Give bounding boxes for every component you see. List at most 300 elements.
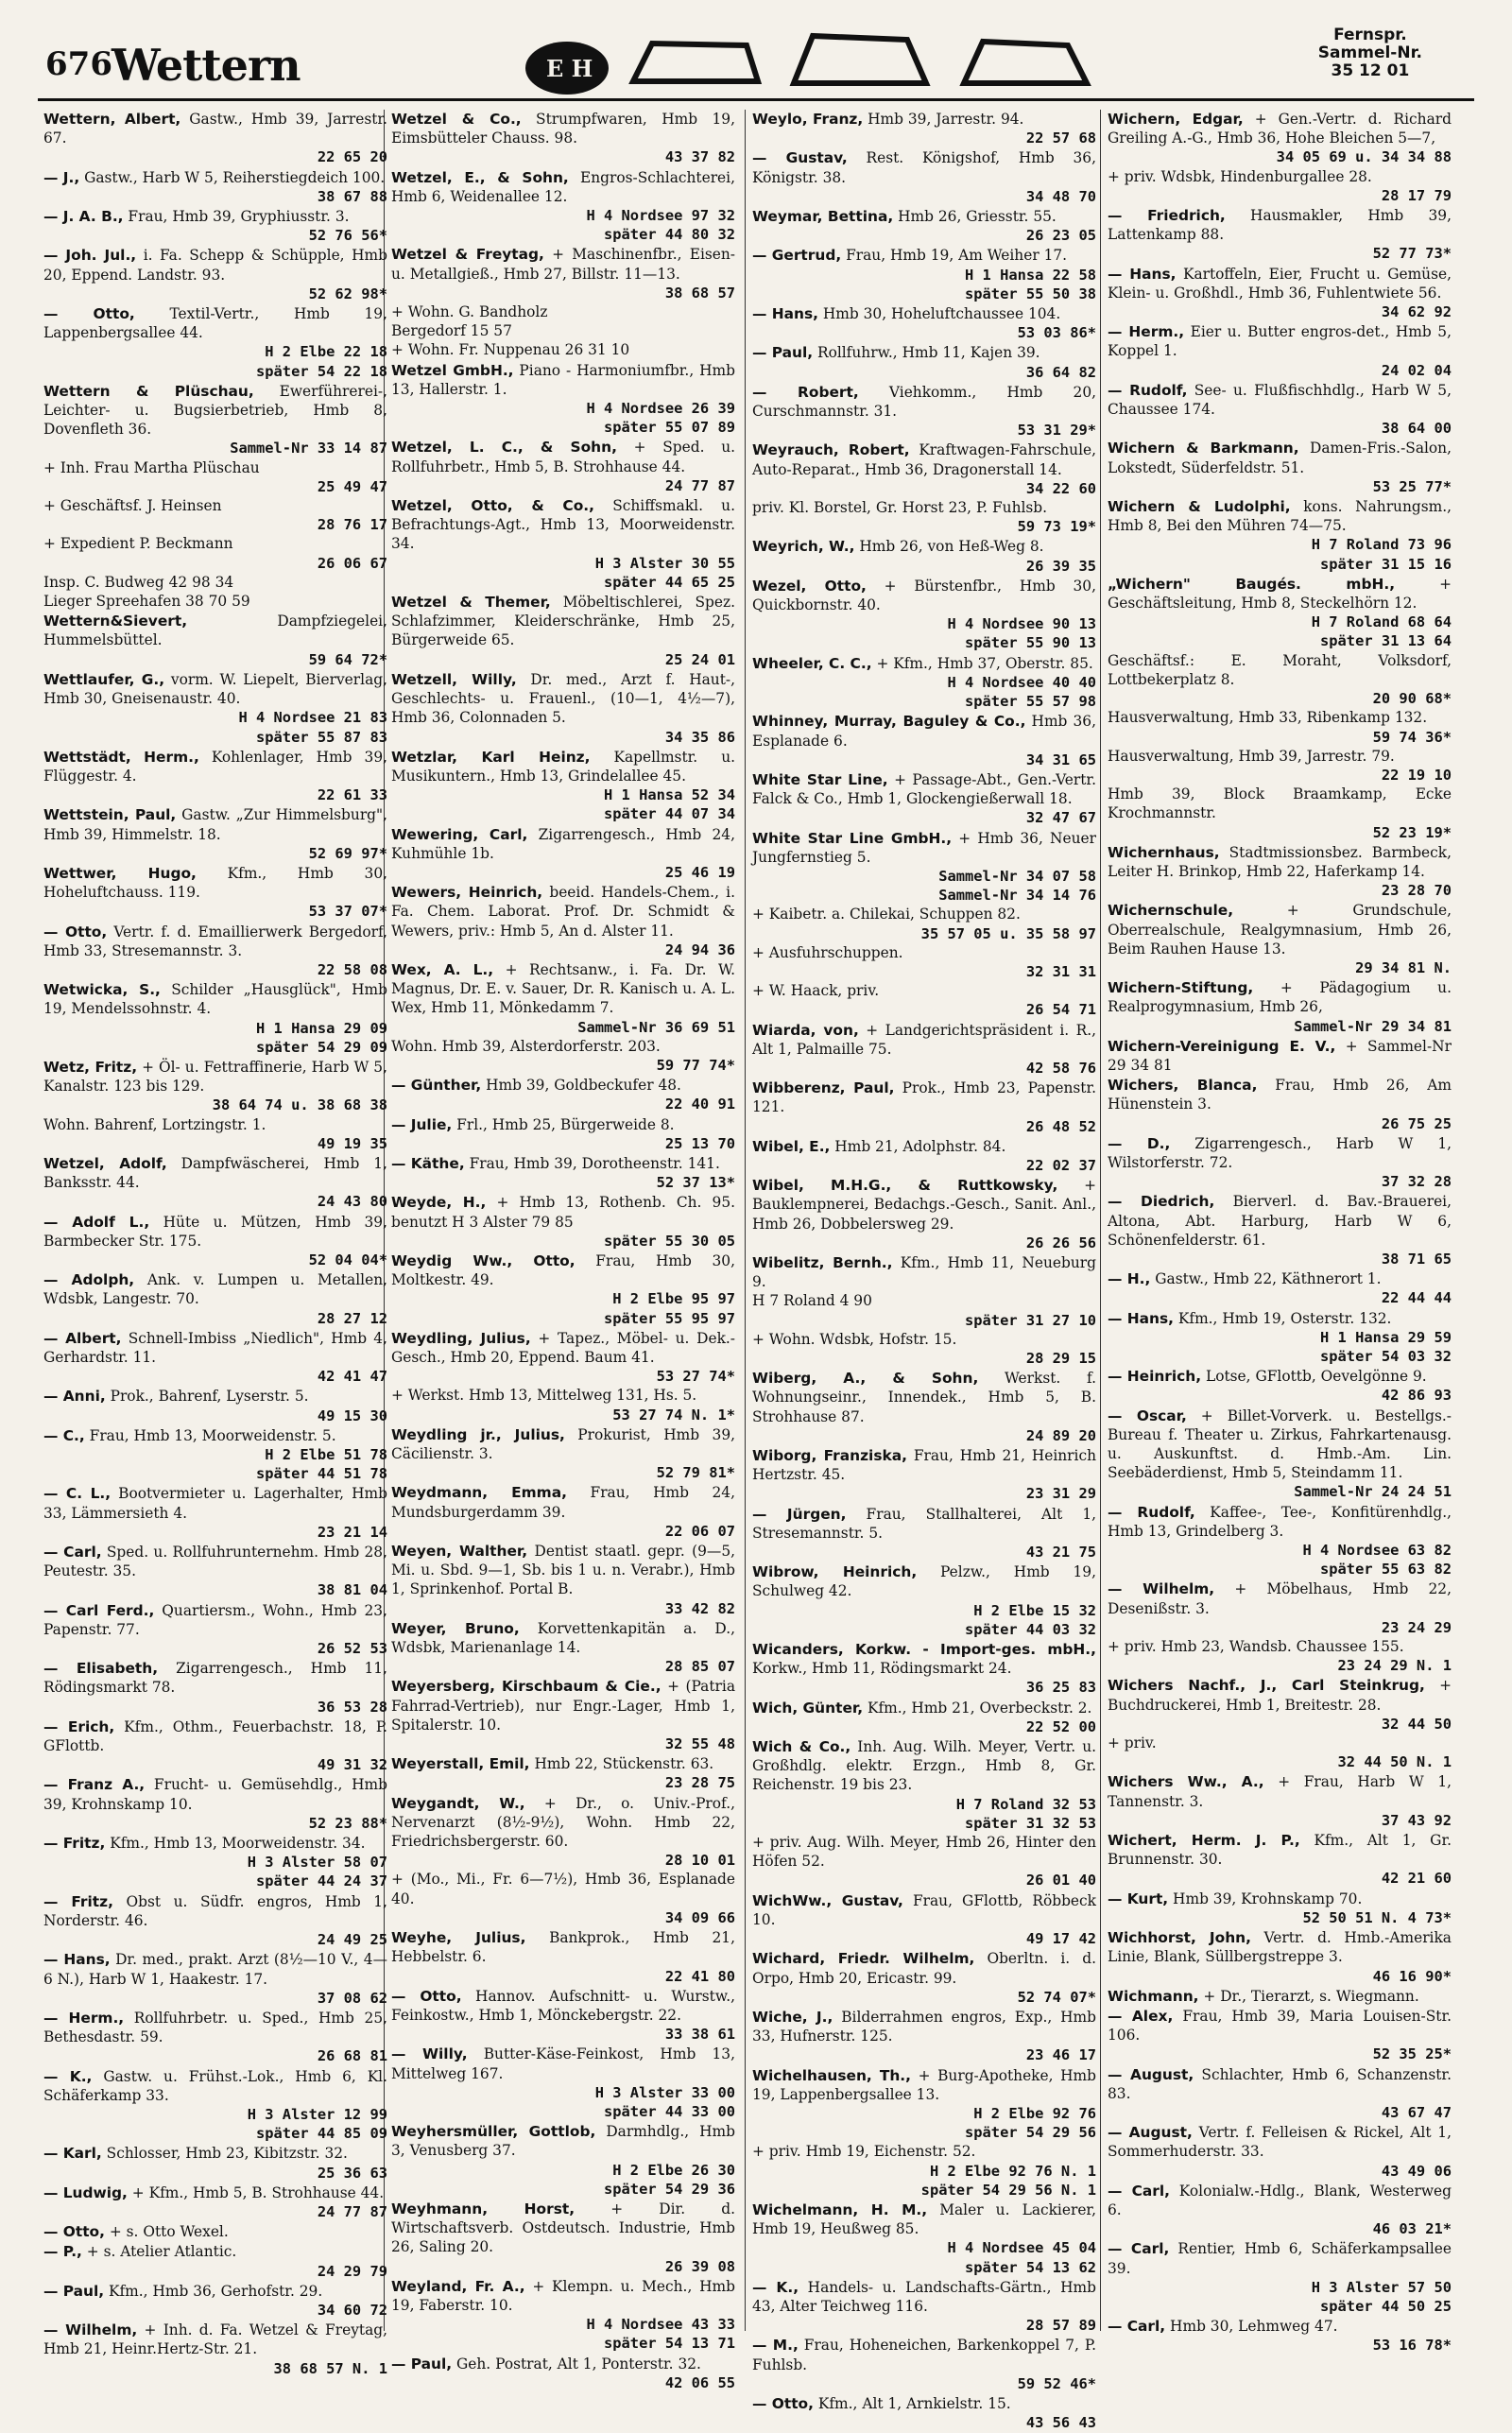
phone-number: später 54 13 62 [965, 2258, 1096, 2276]
entry-name: Wiborg, Franziska, [752, 1447, 907, 1465]
entry-name: Wetzlar, Karl Heinz, [391, 748, 591, 766]
directory-entry [43, 1950, 387, 2008]
entry-detail: Hüte u. Mützen, Hmb 39, Barmbecker Str. 175. [43, 1213, 387, 1250]
entry-detail: Kartoffeln, Eier, Frucht u. Gemüse, Klein- u. Großhdl., Hmb 36, Fuhlentwiete 56. [1108, 265, 1452, 302]
entry-detail: Kohlenlager, Hmb 39, Flüggestr. 4. [43, 748, 388, 785]
phone-number: 23 28 70 [1381, 882, 1452, 900]
entry-name: — Elisabeth, [43, 1660, 159, 1678]
directory-entry [391, 2355, 735, 2392]
directory-entry [43, 207, 387, 245]
phone-number: 52 50 51 N. 4 73* [1302, 1908, 1452, 1926]
phone-number: 42 86 93 [1381, 1387, 1452, 1405]
entry-name: Wichard, Friedr. Wilhelm, [752, 1950, 975, 1968]
phone-number: 43 56 43 [1025, 2414, 1096, 2432]
phone-number: später 54 29 09 [256, 1038, 387, 1056]
entry-name: — Otto, [752, 2394, 814, 2412]
directory-entry [43, 1892, 387, 1950]
phone-number: 25 36 63 [317, 2164, 387, 2182]
directory-entry [43, 304, 387, 381]
directory-entry [43, 2144, 387, 2182]
entry-name: — Gertrud, [752, 247, 842, 265]
phone-number: 26 52 53 [317, 1640, 387, 1658]
phone-number: 26 26 56 [1025, 1234, 1096, 1251]
phone-number: H 3 Alster 58 07 [247, 1854, 387, 1872]
directory-entry [752, 1949, 1096, 2007]
phone-number: 28 76 17 [317, 516, 387, 534]
entry-name: — Ludwig, [43, 2183, 128, 2201]
entry-name: Weyde, H., [391, 1194, 487, 1212]
directory-entry [1108, 1928, 1452, 1986]
directory-entry [43, 2009, 387, 2066]
phone-number: 34 05 69 u. 34 34 88 [1276, 148, 1452, 166]
entry-name: — Fritz, [43, 1835, 106, 1853]
phone-number: 36 64 82 [1025, 363, 1096, 381]
entry-detail: Bootvermieter u. Lagerhalter, Hmb 33, Lämmersieth 4. [43, 1485, 388, 1522]
entry-detail: Frl., Hmb 25, Bürgerweide 8. [452, 1115, 675, 1133]
entry-detail: Dr. med., prakt. Arzt (8½—10 V., 4—6 N.), Harb W 1, Haakestr. 17. [43, 1951, 387, 1988]
directory-entry [752, 712, 1096, 769]
entry-name: — Robert, [752, 383, 859, 401]
entry-name: Weymar, Bettina, [752, 208, 894, 226]
svg-text:E H: E H [546, 55, 593, 82]
entry-name: Weyer, Bruno, [391, 1619, 520, 1637]
entry-name: — Diedrich, [1108, 1193, 1215, 1211]
directory-entry [391, 2045, 735, 2121]
entry-detail: Dampfziegelei, Hummelsbüttel. [43, 613, 387, 649]
entry-name: Wheeler, C. C., [752, 654, 872, 672]
entry-detail: Kfm., Hmb 13, Moorweidenstr. 34. [105, 1835, 366, 1853]
entry-detail: Hmb 39, Jarrestr. 94. [863, 111, 1024, 128]
entry-name: Weyhersmüller, Gottlob, [391, 2123, 596, 2141]
directory-entry [43, 980, 387, 1057]
entry-detail: Prok., Bahrenf, Lyserstr. 5. [105, 1388, 309, 1406]
entry-name: — Carl, [1108, 2182, 1171, 2200]
phone-number: 42 41 47 [317, 1368, 387, 1386]
entry-detail: + Passage-Abt., Gen.-Vertr. Falck & Co., Hmb 1, Glockengießerwall 18. [752, 770, 1096, 808]
entry-name: Wewers, Heinrich, [391, 884, 543, 902]
entry-name: Wichers Nachf., J., Carl Steinkrug, [1108, 1677, 1425, 1695]
entry-name: — C., [43, 1426, 85, 1444]
directory-entry [391, 670, 735, 747]
entry-detail: Schlosser, Hmb 23, Kibitzstr. 32. [101, 2145, 348, 2163]
entry-name: Wetzel & Co., [391, 111, 522, 128]
column-1 [43, 110, 387, 2379]
entry-name: — K., [43, 2067, 93, 2085]
phone-number: 53 37 07* [308, 903, 387, 921]
directory-entry [1108, 843, 1452, 901]
directory-entry [43, 168, 387, 206]
phone-number: 38 68 57 N. 1 [273, 2359, 387, 2377]
directory-entry [43, 1154, 387, 1212]
directory-entry [752, 148, 1096, 206]
entry-name: Wichern-Stiftung, [1108, 979, 1254, 997]
column-separator [745, 110, 746, 2331]
entry-detail: Darmhdlg., Hmb 3, Venusberg 37. [391, 2123, 735, 2160]
phone-number: 22 44 44 [1381, 1289, 1452, 1307]
phone-number: 34 35 86 [664, 728, 735, 746]
page-number: 676 [45, 45, 112, 83]
phone-number: 25 46 19 [664, 863, 735, 881]
entry-detail: + Bauklempnerei, Bedachgs.-Gesch., Sanit. Anl., Hmb 26, Dobbelersweg 29. [752, 1177, 1096, 1233]
entry-name: Wetzel, E., & Sohn, [391, 168, 569, 186]
entry-detail: Zigarrengesch., Hmb 24, Kuhmühle 1b. [391, 825, 735, 862]
phone-number: 52 79 81* [656, 1464, 735, 1482]
phone-number: H 7 Roland 73 96 [1311, 536, 1452, 554]
entry-detail: Bilderrahmen engros, Exp., Hmb 33, Hufnerstr. 125. [752, 2008, 1096, 2045]
directory-entry [1108, 1269, 1452, 1307]
phone-number: 22 52 00 [1025, 1717, 1096, 1735]
directory-entry [43, 1659, 387, 1717]
phone-number: 26 01 40 [1025, 1872, 1096, 1889]
entry-detail: Kfm., Hmb 11, Neueburg 9. [752, 1253, 1096, 1291]
entry-name: — Wilhelm, [1108, 1580, 1215, 1598]
entry-name: — Hans, [752, 305, 818, 323]
phone-number: H 2 Elbe 26 30 [612, 2161, 735, 2179]
directory-entry [391, 1619, 735, 1677]
entry-name: — Paul, [43, 2282, 105, 2300]
phone-number: 35 12 01 [1331, 61, 1410, 80]
entry-detail: Frau, Hmb 13, Moorweidenstr. 5. [84, 1426, 336, 1444]
entry-detail: + Sped. u. Rollfuhrbetr., Hmb 5, B. Strohhause 44. [391, 439, 736, 475]
entry-detail: Zigarrengesch., Harb W 1, Wilstorferstr. 72. [1108, 1134, 1452, 1171]
phone-number: H 3 Alster 12 99 [247, 2105, 387, 2123]
entry-name: Wettern&Sievert, [43, 613, 188, 630]
directory-entry [391, 1329, 735, 1424]
phone-number: 52 76 56* [308, 227, 387, 245]
entry-name: — Albert, [43, 1329, 122, 1347]
directory-entry [43, 2067, 387, 2144]
entry-name: Wetzel & Freytag, [391, 246, 544, 264]
directory-entry [1108, 1503, 1452, 1579]
directory-entry [43, 1426, 387, 1484]
phone-number: 23 24 29 [1381, 1618, 1452, 1636]
entry-name: Wichern & Barkmann, [1108, 440, 1299, 457]
entry-detail: + Pädagogium u. Realprogymnasium, Hmb 26, [1108, 979, 1452, 1016]
directory-entry [43, 2183, 387, 2221]
directory-entry [43, 1601, 387, 1659]
phone-number: 37 08 62 [317, 1989, 387, 2007]
entry-name: Wetzel GmbH., [391, 361, 514, 379]
phone-label: Fernspr. [1333, 26, 1407, 44]
entry-detail: + Klempn. u. Mech., Hmb 19, Faberstr. 10. [391, 2277, 735, 2314]
directory-entry [1108, 2007, 1452, 2064]
directory-entry [752, 2336, 1096, 2393]
entry-name: Wich, Günter, [752, 1699, 864, 1717]
phone-number: 46 16 90* [1372, 1967, 1452, 1985]
entry-detail: Butter-Käse-Feinkost, Hmb 13, Mittelweg 167. [391, 2045, 735, 2082]
phone-number: 59 64 72* [308, 650, 387, 668]
entry-detail: Frau, Hmb 39, Gryphiusstr. 3. [123, 208, 350, 226]
entry-detail: + Inh. d. Fa. Wetzel & Freytag, Hmb 21, Heinr.Hertz-Str. 21. [43, 2321, 387, 2358]
entry-detail: Zigarrengesch., Hmb 11, Rödingsmarkt 78. [43, 1660, 387, 1697]
entry-name: Wetzel, L. C., & Sohn, [391, 439, 617, 457]
entry-detail: Hmb 26, Griesstr. 55. [893, 208, 1057, 226]
entry-detail: Damen-Fris.-Salon, Lokstedt, Süderfeldstr. 51. [1108, 440, 1452, 476]
entry-name: Weyrauch, Robert, [752, 441, 910, 459]
entry-detail: + Öl- u. Fettraffinerie, Harb W 5, Kanalstr. 123 bis 129. [43, 1058, 387, 1096]
phone-number: H 1 Hansa 22 58 [965, 266, 1096, 284]
directory-entry [43, 1775, 387, 1833]
directory-entry [752, 2394, 1096, 2432]
directory-entry [752, 1137, 1096, 1175]
phone-number: 28 57 89 [1025, 2317, 1096, 2335]
entry-detail: Hausverwaltung, Hmb 33, Ribenkamp 132. [1108, 709, 1428, 727]
entry-name: — Willy, [391, 2045, 468, 2063]
phone-number: 53 31 29* [1017, 422, 1096, 440]
directory-entry [391, 245, 735, 359]
directory-entry [752, 2200, 1096, 2277]
entry-detail: Kfm., Hmb 19, Osterstr. 132. [1173, 1309, 1392, 1327]
entry-name: Weygandt, W., [391, 1794, 525, 1812]
entry-name: Weydmann, Emma, [391, 1484, 567, 1502]
phone-number: 22 61 33 [317, 786, 387, 804]
phone-number: Sammel-Nr 36 69 51 [577, 1018, 735, 1036]
phone-number: 23 28 75 [664, 1774, 735, 1792]
directory-entry [43, 1834, 387, 1891]
entry-detail: Handels- u. Landschafts-Gärtn., Hmb 43, Alter Teichweg 116. [752, 2278, 1096, 2315]
directory-entry [752, 383, 1096, 440]
directory-entry [1108, 206, 1452, 264]
entry-name: Wichmann, [1108, 1987, 1199, 2005]
phone-number: 25 24 01 [664, 650, 735, 668]
entry-detail: Rollfuhrbetr. u. Sped., Hmb 25, Bethesdastr. 59. [43, 2009, 388, 2046]
entry-detail: Schilder „Hausglück", Hmb 19, Mendelssohnstr. 4. [43, 981, 387, 1018]
entry-detail: Vertr. f. d. Emaillierwerk Bergedorf, Hmb 33, Stresemannstr. 3. [43, 923, 387, 959]
entry-detail: + Kfm., Hmb 37, Oberstr. 85. [871, 654, 1093, 672]
entry-name: Wich & Co., [752, 1738, 851, 1756]
phone-number: 34 22 60 [1025, 479, 1096, 497]
phone-number: 32 44 50 [1381, 1715, 1452, 1733]
entry-detail: Wohn. Bahrenf, Lortzingstr. 1. [43, 1115, 266, 1133]
entry-detail: Bergedorf 15 57 [391, 322, 512, 340]
phone-number: 24 77 87 [317, 2202, 387, 2220]
entry-detail: Hmb 39, Krohnskamp 70. [1168, 1889, 1363, 1907]
phone-number: 24 89 20 [1025, 1426, 1096, 1444]
entry-detail: Rest. Königshof, Hmb 36, Königstr. 38. [752, 149, 1096, 186]
entry-detail: Kapellmstr. u. Musikuntern., Hmb 13, Grindelallee 45. [391, 748, 735, 785]
entry-detail: + (Mo., Mi., Fr. 6—7½), Hmb 36, Esplanade 40. [391, 1871, 735, 1907]
entry-name: — Carl, [1108, 2318, 1166, 2336]
phone-number: 28 29 15 [1025, 1350, 1096, 1367]
phone-number: später 55 90 13 [965, 634, 1096, 652]
phone-number: 23 24 29 N. 1 [1337, 1657, 1452, 1675]
entry-detail: Sped. u. Rollfuhrunternehm. Hmb 28, Peutestr. 35. [43, 1544, 387, 1580]
phone-number: 42 21 60 [1381, 1870, 1452, 1888]
phone-number: 37 32 28 [1381, 1173, 1452, 1191]
entry-name: Wetz, Fritz, [43, 1058, 138, 1076]
directory-entry [752, 770, 1096, 828]
directory-entry [1108, 322, 1452, 380]
entry-name: — Otto, [43, 923, 108, 940]
entry-detail: Rentier, Hmb 6, Schäferkampsallee 39. [1108, 2240, 1452, 2277]
phone-number: 33 38 61 [664, 2026, 735, 2044]
directory-entry [1108, 1889, 1452, 1927]
entry-detail: Kfm., Alt 1, Arnkielstr. 15. [813, 2394, 1011, 2412]
entry-detail: + Rechtsanw., i. Fa. Dr. W. Magnus, Dr. E. v. Sauer, Dr. R. Kanisch u. A. L. Wex, Hmb 11, Mönkedamm 7. [391, 960, 735, 1017]
entry-detail: + Dir. d. Wirtschaftsverb. Ostdeutsch. Industrie, Hmb 26, Saling 20. [391, 2200, 735, 2256]
phone-number: 28 17 79 [1381, 186, 1452, 204]
directory-entry [43, 805, 387, 863]
phone-number: 32 44 50 N. 1 [1337, 1753, 1452, 1771]
entry-name: — D., [1108, 1134, 1171, 1152]
directory-entry [752, 2066, 1096, 2200]
directory-entry [1108, 1192, 1452, 1268]
phone-number: H 4 Nordsee 43 33 [586, 2316, 735, 2334]
phone-number: später 55 95 97 [604, 1309, 735, 1327]
phone-number: später 54 29 56 N. 1 [920, 2181, 1096, 2199]
phone-number: später 54 13 71 [604, 2335, 735, 2353]
entry-name: — Carl, [1108, 2240, 1170, 2258]
phone-number: 33 42 82 [664, 1599, 735, 1617]
entry-name: — Günther, [391, 1077, 482, 1095]
entry-detail: priv. Kl. Borstel, Gr. Horst 23, P. Fuhlsb. [752, 499, 1048, 517]
phone-number: 22 57 68 [1025, 129, 1096, 147]
entry-name: Weydig Ww., Otto, [391, 1251, 576, 1269]
entry-detail: Gastw., Hmb 22, Käthnerort 1. [1150, 1270, 1382, 1288]
entry-detail: + s. Atelier Atlantic. [81, 2243, 237, 2261]
entry-detail: Frau, Hmb 26, Am Hünenstein 3. [1108, 1077, 1452, 1113]
phone-number: später 55 87 83 [256, 728, 387, 746]
phone-number: später 44 85 09 [256, 2125, 387, 2143]
header-logos [510, 25, 1115, 104]
phone-number: H 2 Elbe 51 78 [265, 1446, 387, 1464]
phone-number: später 44 50 25 [1320, 2297, 1452, 2315]
entry-detail: Frucht- u. Gemüsehdlg., Hmb 39, Krohnskamp 10. [43, 1776, 387, 1813]
entry-detail: Hmb 21, Adolphstr. 84. [830, 1137, 1006, 1155]
directory-entry [391, 2122, 735, 2199]
entry-detail: kons. Nahrungsm., Hmb 8, Bei den Mühren 74—75. [1108, 498, 1452, 535]
phone-number: 53 25 77* [1372, 477, 1452, 495]
entry-name: Weyland, Fr. A., [391, 2277, 525, 2295]
directory-entry [752, 246, 1096, 303]
entry-detail: vorm. W. Liepelt, Bierverlag, Hmb 30, Gneisenaustr. 40. [43, 670, 387, 708]
directory-entry [391, 1754, 735, 1792]
entry-name: Wetzel, Otto, & Co., [391, 497, 594, 515]
entry-name: Wibel, M.H.G., & Ruttkowsky, [752, 1177, 1058, 1195]
phone-number: Sammel-Nr 24 24 51 [1294, 1483, 1452, 1501]
phone-number: später 31 13 64 [1320, 632, 1452, 650]
entry-detail: Gastw. u. Frühst.-Lok., Hmb 6, Kl. Schäferkamp 33. [43, 2067, 388, 2104]
phone-number: H 1 Hansa 52 34 [604, 786, 735, 804]
phone-number: 37 43 92 [1381, 1811, 1452, 1829]
entry-detail: + priv. Aug. Wilh. Meyer, Hmb 26, Hinter den Höfen 52. [752, 1834, 1096, 1871]
directory-entry [391, 438, 735, 495]
phone-number: später 55 57 98 [965, 693, 1096, 711]
entry-name: Wichern-Vereinigung E. V., [1108, 1037, 1336, 1055]
directory-entry [752, 537, 1096, 575]
phone-number: 23 21 14 [317, 1523, 387, 1541]
directory-entry [391, 1251, 735, 1328]
entry-detail: + Wohn. Fr. Nuppenau 26 31 10 [391, 341, 630, 359]
header-rule [38, 98, 1474, 101]
entry-detail: Schlachter, Hmb 6, Schanzenstr. 83. [1108, 2065, 1452, 2102]
entry-name: — J., [43, 168, 80, 186]
directory-entry [43, 1329, 387, 1387]
phone-number: später 44 33 00 [604, 2102, 735, 2120]
entry-detail: + Burg-Apotheke, Hmb 19, Lappenbergsallee 13. [752, 2066, 1096, 2103]
entry-detail: Lotse, GFlottb, Oevelgönne 9. [1201, 1368, 1427, 1386]
entry-detail: Hannov. Aufschnitt- u. Wurstw., Feinkostw., Hmb 1, Mönckebergstr. 22. [391, 1987, 735, 2024]
phone-number: Sammel-Nr 34 07 58 [938, 867, 1096, 885]
entry-name: — Fritz, [43, 1892, 113, 1910]
entry-name: Wibrow, Heinrich, [752, 1563, 918, 1581]
entry-name: — J. A. B., [43, 208, 124, 226]
entry-detail: H 7 Roland 4 90 [752, 1292, 872, 1310]
directory-entry [1108, 2123, 1452, 2181]
entry-name: Wichernhaus, [1108, 843, 1220, 861]
phone-number: später 54 29 36 [604, 2180, 735, 2198]
entry-name: Wichern, Edgar, [1108, 111, 1244, 128]
entry-detail: Hmb 39, Goldbeckufer 48. [481, 1077, 681, 1095]
phone-number: 22 65 20 [317, 148, 387, 166]
phone-number: 43 49 06 [1381, 2162, 1452, 2180]
entry-name: Wichern & Ludolphi, [1108, 498, 1291, 516]
entry-name: — Hans, [43, 1951, 111, 1969]
entry-detail: + priv. Hmb 23, Wandsb. Chaussee 155. [1108, 1638, 1404, 1656]
entry-detail: + Inh. Frau Martha Plüschau [43, 458, 260, 476]
directory-entry [391, 2200, 735, 2276]
entry-name: — Adolph, [43, 1271, 135, 1289]
page-title: Wettern [112, 40, 301, 91]
phone-number: später 54 22 18 [256, 362, 387, 380]
phone-number: 52 04 04* [308, 1251, 387, 1268]
entry-detail: + Ausfuhrschuppen. [752, 943, 903, 961]
entry-detail: Lieger Spreehafen 38 70 59 [43, 593, 250, 611]
entry-name: — Käthe, [391, 1154, 465, 1172]
entry-name: White Star Line, [752, 770, 888, 788]
directory-entry [391, 1794, 735, 1927]
phone-number: H 2 Elbe 95 97 [612, 1290, 735, 1308]
phone-number: 32 47 67 [1025, 809, 1096, 827]
directory-entry [1108, 978, 1452, 1036]
column-4 [1108, 110, 1452, 2356]
directory-entry [391, 1425, 735, 1483]
directory-entry [752, 1253, 1096, 1368]
directory-entry [1108, 1579, 1452, 1675]
entry-detail: Bierverl. d. Bav.-Brauerei, Altona, Abt. Harburg, Harb W 6, Schönenfelderstr. 61. [1108, 1193, 1452, 1249]
entry-name: Wezel, Otto, [752, 577, 867, 595]
phone-number: 34 60 72 [317, 2301, 387, 2319]
directory-entry [43, 923, 387, 980]
phone-number: 24 29 79 [317, 2262, 387, 2280]
phone-number: 26 68 81 [317, 2047, 387, 2065]
phone-number: 22 41 80 [664, 1967, 735, 1985]
directory-entry [752, 110, 1096, 147]
entry-name: Wiarda, von, [752, 1021, 859, 1039]
phone-number: 26 54 71 [1025, 1001, 1096, 1019]
phone-number: 52 23 88* [308, 1814, 387, 1832]
directory-entry [1108, 2065, 1452, 2123]
entry-detail: + Gen.-Vertr. d. Richard Greiling A.-G., Hmb 36, Hohe Bleichen 5—7, [1108, 111, 1452, 147]
entry-detail: Geh. Postrat, Alt 1, Ponterstr. 32. [452, 2355, 701, 2373]
entry-name: Weyersberg, Kirschbaum & Cie., [391, 1678, 662, 1696]
entry-detail: Strumpfwaren, Hmb 19, Eimsbütteler Chauss. 98. [391, 111, 735, 147]
entry-name: — Kurt, [1108, 1889, 1169, 1907]
directory-entry [43, 864, 387, 922]
entry-name: Weyhe, Julius, [391, 1929, 526, 1947]
directory-entry [391, 883, 735, 959]
entry-name: — Herm., [1108, 323, 1185, 341]
phone-number: 52 62 98* [308, 285, 387, 302]
entry-name: — Franz A., [43, 1776, 146, 1794]
phone-number: 28 10 01 [664, 1852, 735, 1870]
phone-number: 53 27 74* [656, 1368, 735, 1386]
directory-entry [1108, 497, 1452, 574]
entry-name: — Otto, [43, 2223, 105, 2241]
entry-name: — Karl, [43, 2145, 102, 2163]
entry-detail: Vertr. d. Hmb.-Amerika Linie, Blank, Süllbergstreppe 3. [1108, 1929, 1452, 1966]
phone-number: 52 23 19* [1372, 823, 1452, 841]
